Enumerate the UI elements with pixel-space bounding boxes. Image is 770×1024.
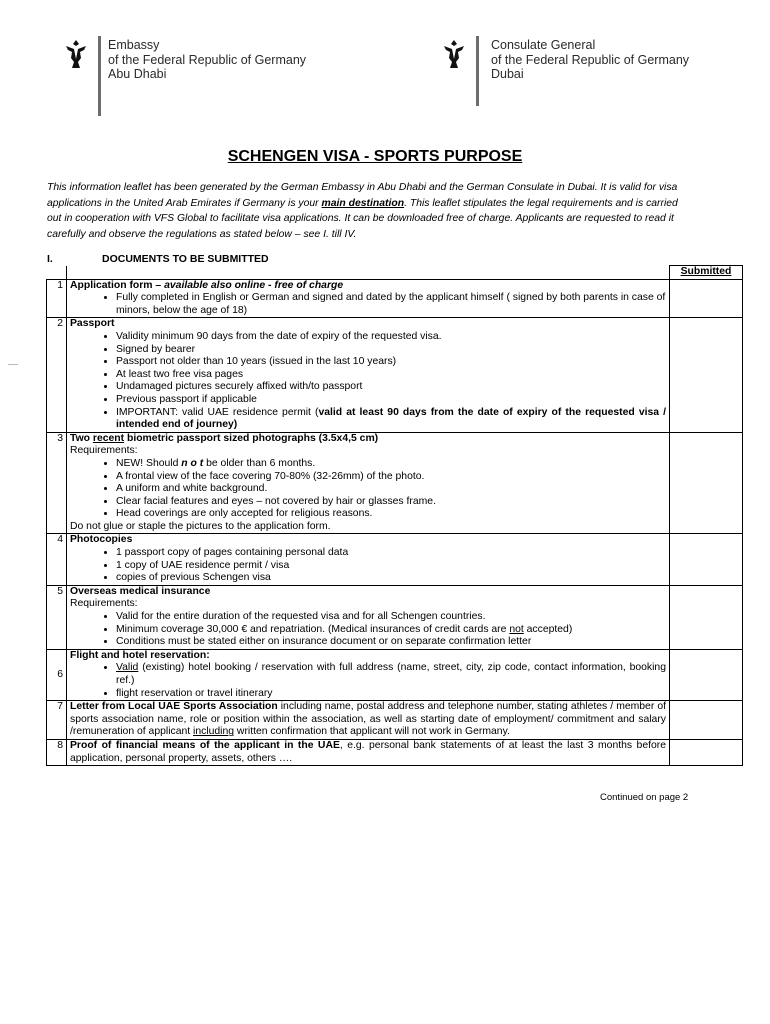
continued-note: Continued on page 2 xyxy=(600,792,689,803)
margin-mark xyxy=(8,364,18,365)
embassy-name: Embassy of the Federal Republic of Germany Abu Dhabi xyxy=(108,38,307,81)
submitted-column-header: Submitted xyxy=(670,266,743,280)
submitted-checkbox[interactable] xyxy=(670,701,743,740)
table-header-row xyxy=(47,266,743,280)
list-item: • IMPORTANT: valid UAE residence permit (valid at least 90 days from the date of expiry of the requested visa / intended end of journey) xyxy=(116,407,666,432)
documents-table xyxy=(46,265,743,766)
table-row: 7 Letter from Local UAE Sports Association including name, postal address and telephone number, stating athletes / member of sports association name, role or position within the association, as well as starting date of employment/ commitment and salary /remuneration of applicant including written confirmation that applicant will not work in Germany. xyxy=(47,701,743,740)
list-item: • Passport not older than 10 years (issued in the last 10 years) xyxy=(116,356,666,369)
submitted-checkbox[interactable] xyxy=(670,585,743,649)
consulate-name: Consulate General of the Federal Republic of Germany Dubai xyxy=(491,38,690,81)
list-item: • Signed by bearer xyxy=(116,344,666,357)
list-item: • Undamaged pictures securely affixed with/to passport xyxy=(116,381,666,394)
list-item: • copies of previous Schengen visa xyxy=(116,572,666,585)
intro-paragraph: This information leaflet has been generated by the German Embassy in Abu Dhabi and the German Consulate in Dubai. It is valid for visa applications in the United Arab Emirates if Germany is your main destination. This leaflet stipulates the legal requirements and is carried out in cooperation with VFS Global to facilitate visa applications. It can be downloaded free of charge. Applicants are requested to read it carefully and observe the regulations as stated below – see I. till IV. xyxy=(47,182,678,240)
list-item: • Previous passport if applicable xyxy=(116,394,666,407)
list-item: • Clear facial features and eyes – not covered by hair or glasses frame. xyxy=(116,496,666,509)
list-item: • Conditions must be stated either on insurance document or on separate confirmation letter xyxy=(116,636,666,649)
federal-eagle-icon xyxy=(62,38,90,70)
list-item: • Validity minimum 90 days from the date of expiry of the requested visa. xyxy=(116,331,666,344)
list-item: • Head coverings are only accepted for religious reasons. xyxy=(116,508,666,521)
header-divider xyxy=(98,36,101,116)
table-row: 4 Photocopies • 1 passport copy of pages containing personal data • 1 copy of UAE residence permit / visa • copies of previous Schengen visa xyxy=(47,534,743,585)
list-item: • Valid for the entire duration of the requested visa and for all Schengen countries. xyxy=(116,611,666,624)
submitted-checkbox[interactable] xyxy=(670,279,743,318)
submitted-checkbox[interactable] xyxy=(670,318,743,432)
list-item: • NEW! Should n o t be older than 6 months. xyxy=(116,458,666,471)
header-divider xyxy=(476,36,479,106)
list-item: • 1 passport copy of pages containing personal data xyxy=(116,547,666,560)
list-item: • A frontal view of the face covering 70-80% (32-26mm) of the photo. xyxy=(116,471,666,484)
page-title: SCHENGEN VISA - SPORTS PURPOSE xyxy=(227,148,523,165)
table-row: 3 Two recent biometric passport sized photographs (3.5x4,5 cm) Requirements: • NEW! Should n o t be older than 6 months. • A frontal view of the face covering 70-80% (32-26mm) of the photo. • A uniform and white background. • Clear facial features and eyes – not covered by hair or glasses frame. • Head coverings are only accepted for religious reasons. Do not glue or staple the pictures to the application form. xyxy=(47,432,743,534)
list-item: • Minimum coverage 30,000 € and repatriation. (Medical insurances of credit cards are not accepted) xyxy=(116,624,666,637)
list-item: • A uniform and white background. xyxy=(116,483,666,496)
table-row: 6 Flight and hotel reservation: • Valid (existing) hotel booking / reservation with full address (name, street, city, zip code, contact information, booking ref.) • flight reservation or travel itinerary xyxy=(47,649,743,700)
table-row: 5 Overseas medical insurance Requirements: • Valid for the entire duration of the requested visa and for all Schengen countries. • Minimum coverage 30,000 € and repatriation. (Medical insurances of credit cards are not accepted) • Conditions must be stated either on insurance document or on separate confirmation letter xyxy=(47,585,743,649)
list-item: • Fully completed in English or German and signed and dated by the applicant himself ( signed by both parents in case of minors, below the age of 18) xyxy=(116,292,666,317)
list-item: • At least two free visa pages xyxy=(116,369,666,382)
table-row: 8 Proof of financial means of the applicant in the UAE, e.g. personal bank statements of at least the last 3 months before application, personal property, assets, others …. xyxy=(47,739,743,765)
table-row: 2 Passport • Validity minimum 90 days from the date of expiry of the requested visa. • Signed by bearer • Passport not older than 10 years (issued in the last 10 years) • At least two free visa pages • Undamaged pictures securely affixed with/to passport • Previous passport if applicable • IMPORTANT: valid UAE residence permit (valid at least 90 days from the date of expiry of the requested visa / intended end of journey) xyxy=(47,318,743,432)
list-item: • flight reservation or travel itinerary xyxy=(116,688,666,701)
submitted-checkbox[interactable] xyxy=(670,739,743,765)
federal-eagle-icon xyxy=(440,38,468,70)
submitted-checkbox[interactable] xyxy=(670,649,743,700)
submitted-checkbox[interactable] xyxy=(670,534,743,585)
table-row: 1 Application form – available also online - free of charge • Fully completed in English or German and signed and dated by the applicant himself ( signed by both parents in case of minors, below the age of 18) xyxy=(47,279,743,318)
list-item: • 1 copy of UAE residence permit / visa xyxy=(116,560,666,573)
submitted-checkbox[interactable] xyxy=(670,432,743,534)
list-item: • Valid (existing) hotel booking / reservation with full address (name, street, city, zip code, contact information, booking ref.) xyxy=(116,662,666,687)
